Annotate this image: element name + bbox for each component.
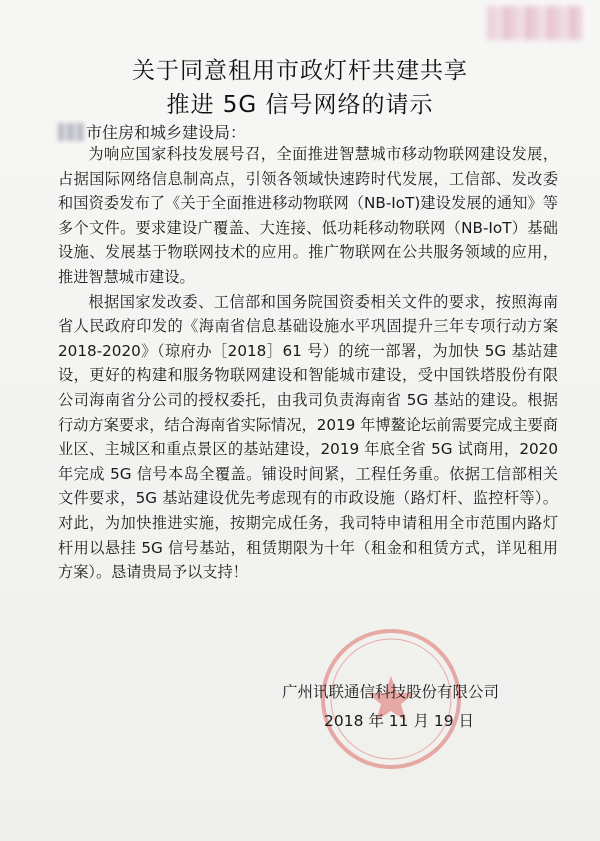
addressee-text: 市住房和城乡建设局： — [86, 123, 247, 142]
redacted-corner-mark — [487, 6, 582, 40]
signature-date: 2018 年 11 月 19 日 — [324, 712, 475, 730]
signature-company: 广州讯联通信科技股份有限公司 — [282, 683, 500, 701]
addressee — [58, 120, 246, 143]
document-body — [58, 142, 558, 585]
document-title-line-1: 关于同意租用市政灯杆共建共享 — [132, 58, 468, 84]
paragraph-2: 根据国家发改委、工信部和国务院国资委相关文件的要求，按照海南省人民政府印发的《海南省信息基础设施水平巩固提升三年专项行动方案 2018-2020》（琼府办［2018］61 号）的统一部署，为加快 5G 基站建设，更好的构建和服务物联网建设和智能城市建设，受中国铁塔股份有限公司海南省分公司的授权委托，由我司负责海南省 5G 基站的建设。根据行动方案要求，结合海南省实际情况，2019 年博鳌论坛前需要完成主要商业区、主城区和重点景区的基站建设，2019 年底全省 5G 试商用，2020 年完成 5G 信号本岛全覆盖。铺设时间紧，工程任务重。依据工信部相关文件要求，5G 基站建设优先考虑现有的市政设施（路灯杆、监控杆等）。对此，为加快推进实施，按期完成任务，我司特申请租用全市范围内路灯杆用以悬挂 5G 信号基站，租赁期限为十年（租金和租赁方式，详见租用方案）。恳请贵局予以支持！ — [58, 292, 558, 582]
redacted-city-name — [58, 123, 84, 141]
paragraph-1: 为响应国家科技发展号召，全面推进智慧城市移动物联网建设发展，占据国际网络信息制高点，引领各领域快速跨时代发展，工信部、发改委和国资委发布了《关于全面推进移动物联网（NB-IoT)建设发展的通知》等多个文件。要求建设广覆盖、大连接、低功耗移动物联网（NB-IoT）基础设施、发展基于物联网技术的应用。推广物联网在公共服务领域的应用，推进智慧城市建设。 — [58, 145, 558, 286]
document-title-line-2: 推进 5G 信号网络的请示 — [166, 92, 434, 118]
